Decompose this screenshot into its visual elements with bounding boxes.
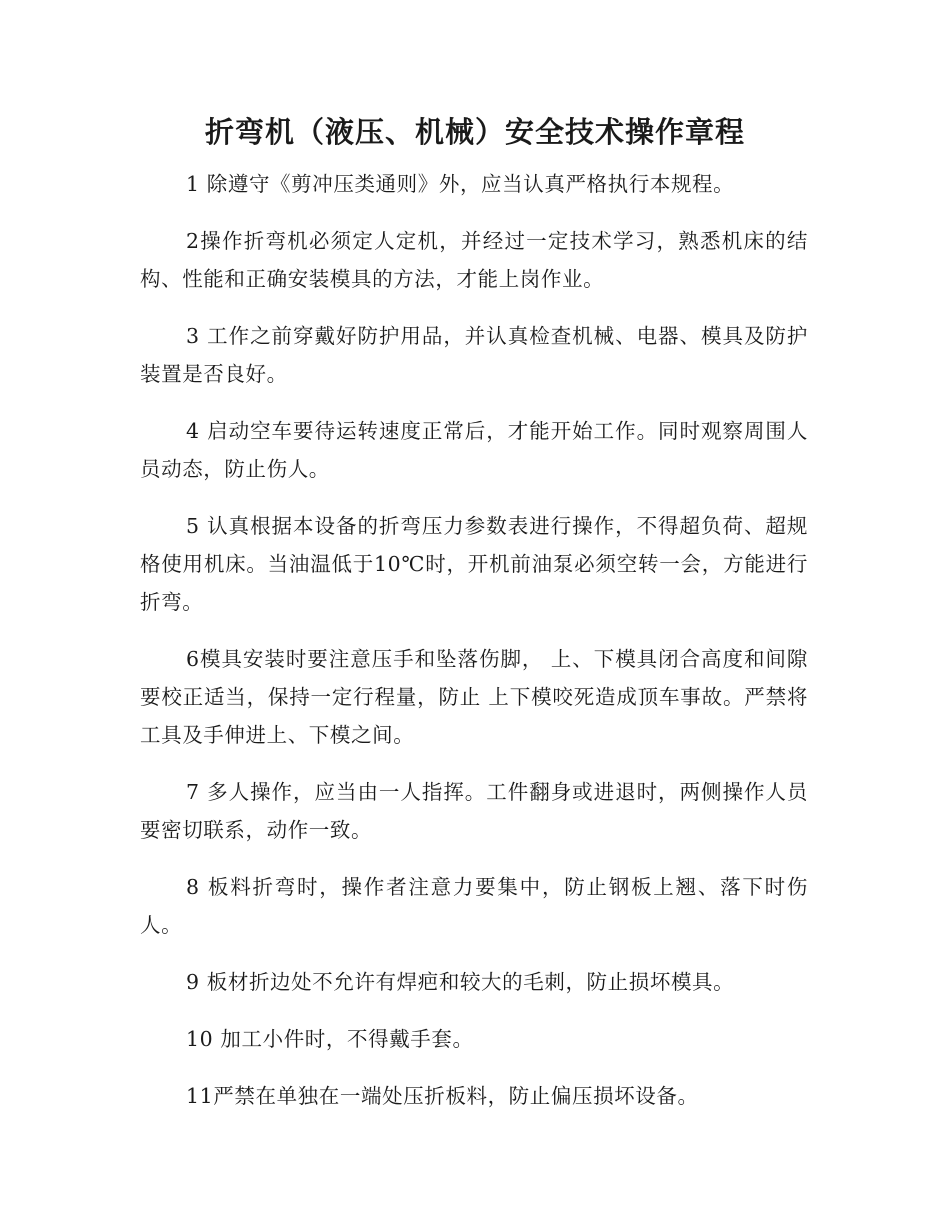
rule-paragraph-11: 11严禁在单独在一端处压折板料，防止偏压损坏设备。	[186, 1084, 699, 1108]
rule-paragraph-7: 7 多人操作，应当由一人指挥。工件翻身或进退时，两侧操作人员要密切联系，动作一致。	[140, 780, 808, 842]
rule-paragraph-3: 3 工作之前穿戴好防护用品，并认真检查机械、电器、模具及防护装置是否良好。	[140, 324, 808, 386]
rule-paragraph-10: 10 加工小件时，不得戴手套。	[186, 1027, 474, 1051]
document-title: 折弯机（液压、机械）安全技术操作章程	[204, 115, 745, 149]
rule-paragraph-9: 9 板材折边处不允许有焊疤和较大的毛刺，防止损坏模具。	[186, 970, 735, 994]
rule-paragraph-2: 2操作折弯机必须定人定机，并经过一定技术学习，熟悉机床的结构、性能和正确安装模具的方法，才能上岗作业。	[140, 229, 808, 291]
rule-paragraph-5: 5 认真根据本设备的折弯压力参数表进行操作，不得超负荷、超规格使用机床。当油温低于10℃时，开机前油泵必须空转一会，方能进行折弯。	[140, 514, 808, 614]
rule-paragraph-8: 8 板料折弯时，操作者注意力要集中，防止钢板上翘、落下时伤人。	[140, 875, 808, 937]
rule-paragraph-6: 6模具安装时要注意压手和坠落伤脚， 上、下模具闭合高度和间隙要校正适当，保持一定行程量，防止 上下模咬死造成顶车事故。严禁将工具及手伸进上、下模之间。	[140, 647, 808, 747]
rule-paragraph-4: 4 启动空车要待运转速度正常后，才能开始工作。同时观察周围人员动态，防止伤人。	[140, 419, 808, 481]
document-body	[140, 165, 808, 1134]
rule-paragraph-1: 1 除遵守《剪冲压类通则》外，应当认真严格执行本规程。	[186, 172, 735, 196]
